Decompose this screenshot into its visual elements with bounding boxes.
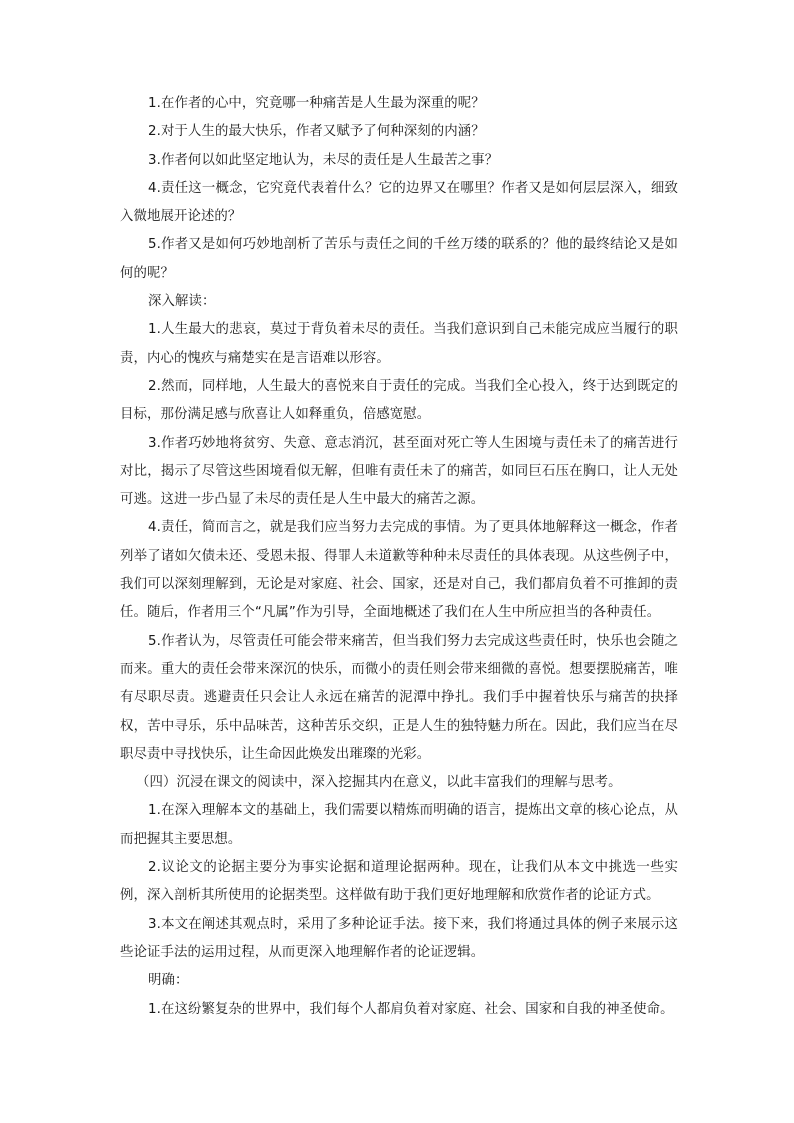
analysis-1: 1.人生最大的悲哀，莫过于背负着未尽的责任。当我们意识到自己未能完成应当履行的职责，内心的愧疚与痛楚实在是言语难以形容。 [120, 322, 678, 366]
question-2: 2.对于人生的最大快乐，作者又赋予了何种深刻的内涵？ [148, 124, 485, 140]
analysis-3: 3.作者巧妙地将贫穷、失意、意志消沉，甚至面对死亡等人生困境与责任未了的痛苦进行对比，揭示了尽管这些困境看似无解，但唯有责任未了的痛苦，如同巨石压在胸口，让人无处可逃。这进一步凸显了未尽的责任是人生中最大的痛苦之源。 [120, 435, 678, 508]
section-four-item-1: 1.在深入理解本文的基础上，我们需要以精炼而明确的语言，提炼出文章的核心论点，从而把握其主要思想。 [120, 803, 678, 847]
question-1: 1.在作者的心中，究竟哪一种痛苦是人生最为深重的呢？ [148, 96, 485, 111]
analysis-4: 4.责任，简而言之，就是我们应当努力去完成的事情。为了更具体地解释这一概念，作者列举了诸如欠债未还、受恩未报、得罪人未道歉等种种未尽责任的具体表现。从这些例子中，我们可以深刻理解到，无论是对家庭、社会、国家，还是对自己，我们都肩负着不可推卸的责任。随后，作者用三个“凡属”作为引导，全面地概述了我们在人生中所应担当的各种责任。 [120, 520, 678, 621]
document-body [120, 90, 678, 1024]
clarify-heading: 明确： [148, 973, 189, 989]
analysis-5: 5.作者认为，尽管责任可能会带来痛苦，但当我们努力去完成这些责任时，快乐也会随之而来。重大的责任会带来深沉的快乐，而微小的责任则会带来细微的喜悦。想要摆脱痛苦，唯有尽职尽责。逃避责任只会让人永远在痛苦的泥潭中挣扎。我们手中握着快乐与痛苦的抉择权，苦中寻乐，乐中品味苦，这种苦乐交织，正是人生的独特魅力所在。因此，我们应当在尽职尽责中寻找快乐，让生命因此焕发出璀璨的光彩。 [120, 633, 678, 762]
question-4: 4.责任这一概念，它究竟代表着什么？它的边界又在哪里？作者又是如何层层深入，细致入微地展开论述的？ [120, 180, 678, 225]
question-3: 3.作者何以如此坚定地认为，未尽的责任是人生最苦之事？ [148, 152, 499, 168]
analysis-heading: 深入解读： [148, 294, 216, 310]
section-four-item-2: 2.议论文的论据主要分为事实论据和道理论据两种。现在，让我们从本文中挑选一些实例，深入剖析其所使用的论据类型。这样做有助于我们更好地理解和欣赏作者的论证方式。 [120, 860, 678, 904]
analysis-2: 2.然而，同样地，人生最大的喜悦来自于责任的完成。当我们全心投入，终于达到既定的目标，那份满足感与欣喜让人如释重负，倍感宽慰。 [120, 378, 678, 423]
section-four-item-3: 3.本文在阐述其观点时，采用了多种论证手法。接下来，我们将通过具体的例子来展示这些论证手法的运用过程，从而更深入地理解作者的论证逻辑。 [120, 916, 678, 960]
section-four-heading: （四）沉浸在课文的阅读中，深入挖掘其内在意义，以此丰富我们的理解与思考。 [136, 775, 622, 791]
question-5: 5.作者又是如何巧妙地剖析了苦乐与责任之间的千丝万缕的联系的？他的最终结论又是如何的呢？ [120, 237, 678, 281]
clarify-1: 1.在这纷繁复杂的世界中，我们每个人都肩负着对家庭、社会、国家和自我的神圣使命。 [148, 1001, 674, 1017]
